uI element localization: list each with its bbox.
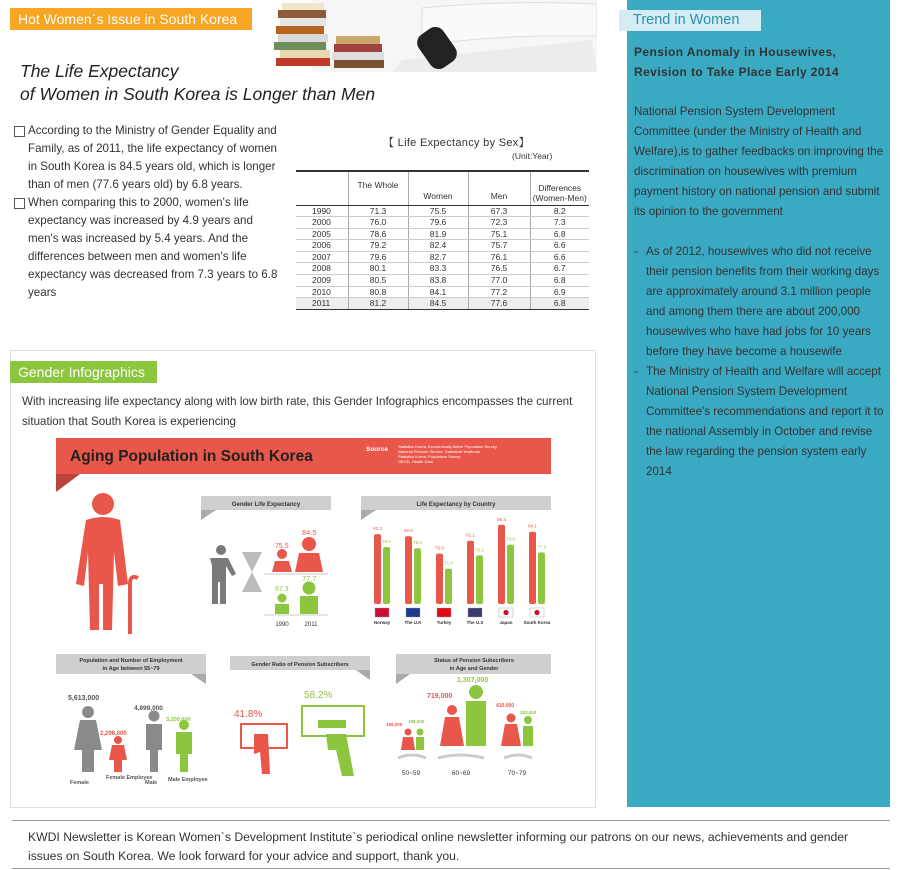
table-cell: 71.3 <box>348 205 408 217</box>
table-header: Women <box>408 171 468 205</box>
male-ratio-value: 58.2% <box>304 690 333 701</box>
g2-male-value: 1,307,000 <box>457 677 489 684</box>
table-cell: 75.5 <box>408 205 468 217</box>
male-figure-icon <box>146 711 162 773</box>
flag-icon <box>503 610 508 615</box>
male-employee-icon <box>176 720 192 772</box>
hot-title-line1: The Life Expectancy <box>20 61 179 81</box>
table-cell: 75.1 <box>468 228 530 240</box>
table-cell: 81.2 <box>348 298 408 310</box>
list-item: - The Ministry of Health and Welfare will accept National Pension System Development Committee's recommendations and report it to the national Assembly in October and revise the law regarding the pension system early 2014 <box>634 362 884 482</box>
table-cell: 6.8 <box>530 228 589 240</box>
table-row <box>296 205 589 217</box>
country-label: South Korea <box>523 620 551 625</box>
hourglass-icon <box>210 545 262 604</box>
table-cell: 79.6 <box>348 251 408 263</box>
female-pop-value: 5,613,000 <box>68 695 100 702</box>
gender-infographics-tag: Gender Infographics <box>10 361 157 383</box>
source-line: National Pension Service, Statistical Yearbook <box>398 449 480 454</box>
men-bar <box>538 552 545 604</box>
g1-male-value: 198,000 <box>408 719 425 724</box>
table-row <box>296 286 589 298</box>
trend-tag: Trend in Women <box>619 10 761 31</box>
flag-icon <box>406 608 420 617</box>
table-cell: 2011 <box>296 298 348 310</box>
pension-ratio-label: Gender Ratio of Pension Subscribers <box>251 662 349 668</box>
hot-title-line2: of Women in South Korea is Longer than Men <box>20 84 376 104</box>
table-cell: 75.7 <box>468 240 530 252</box>
men-value-label: 79.0 <box>382 539 391 544</box>
table-cell: 77.0 <box>468 275 530 287</box>
flag-icon <box>468 608 482 617</box>
table-cell: 82.7 <box>408 251 468 263</box>
female-emp-value: 2,296,000 <box>100 731 127 737</box>
g1-female-value: 158,000 <box>386 722 403 727</box>
female-label: Female <box>70 780 89 786</box>
banner-title: Aging Population in South Korea <box>70 448 313 465</box>
table-cell: 79.2 <box>348 240 408 252</box>
female-employee-icon <box>109 736 127 772</box>
table-cell: 6.8 <box>530 275 589 287</box>
men-bar <box>507 545 514 604</box>
table-cell: 6.6 <box>530 240 589 252</box>
table-header: Differences (Women-Men) <box>530 171 589 205</box>
bullet-item: According to the Ministry of Gender Equality and Family, as of 2011, the life expectancy of women in South Korea is 84.5 years old, which is longer than of men (77.6 years old) by 6.8 years. <box>14 122 280 194</box>
source-line: Statistics Korea, Population Survey <box>398 454 461 459</box>
aging-population-infographic <box>56 434 556 796</box>
table-row <box>296 251 589 263</box>
men-value-label: 77.2 <box>537 544 546 550</box>
table-cell: 2005 <box>296 228 348 240</box>
female-card-icon <box>241 724 287 774</box>
age-group-label: 60~69 <box>451 770 471 777</box>
source-line: OECD, Health Data <box>398 459 433 464</box>
g3-male-value: 283,000 <box>520 710 537 715</box>
table-row <box>296 228 589 240</box>
table-cell: 77.2 <box>468 286 530 298</box>
table-cell: 7.3 <box>530 217 589 229</box>
footer-divider <box>12 820 890 821</box>
women-bar <box>529 532 536 604</box>
female-figure-icon <box>74 706 102 772</box>
g3-female-value: 410,000 <box>496 703 515 709</box>
men-value-label: 79.8 <box>506 536 515 542</box>
table-cell: 2006 <box>296 240 348 252</box>
male-emp-value: 3,200,000 <box>166 717 191 723</box>
women-value-label: 86.4 <box>497 516 506 522</box>
men-2011-value: 77.7 <box>302 574 317 583</box>
women-1990-value: 75.5 <box>275 543 289 550</box>
table-cell: 6.7 <box>530 263 589 275</box>
women-value-label: 83.3 <box>373 526 382 532</box>
country-bar-chart <box>373 517 551 625</box>
male-label: Male <box>145 780 158 786</box>
table-cell: 83.8 <box>408 275 468 287</box>
table-cell: 77.6 <box>468 298 530 310</box>
age-70-79-figures <box>501 714 533 759</box>
table-cell: 6.6 <box>530 251 589 263</box>
elderly-person-icon <box>76 493 138 634</box>
table-cell: 6.9 <box>530 286 589 298</box>
le-country-label: Life Expectancy by Country <box>416 502 496 508</box>
table-cell: 2009 <box>296 275 348 287</box>
men-value-label: 71.8 <box>444 560 453 566</box>
table-cell: 76.1 <box>468 251 530 263</box>
men-1990-value: 67.3 <box>275 586 289 593</box>
women-value-label: 81.1 <box>466 532 475 538</box>
footer-text: KWDI Newsletter is Korean Women`s Development Institute`s periodical online newsletter informing our patrons on our news, achievements and gender issues on South Korea. We look forward for your advice and support, thank you. <box>28 830 849 863</box>
g2-female-value: 719,000 <box>427 693 453 700</box>
infographics-description: With increasing life expectancy along with low birth rate, this Gender Infographics encompasses the current situation that South Korea is experiencing <box>22 395 573 428</box>
flag-icon <box>375 608 389 617</box>
table-cell: 84.1 <box>408 286 468 298</box>
men-value-label: 76.2 <box>475 547 484 553</box>
men-bar <box>476 555 483 604</box>
table-cell: 8.2 <box>530 205 589 217</box>
source-label: Source <box>366 446 389 453</box>
male-employee-label: Male Employee <box>168 777 208 783</box>
table-cell: 80.5 <box>348 275 408 287</box>
table-cell: 67.3 <box>468 205 530 217</box>
table-cell: 2010 <box>296 286 348 298</box>
table-cell: 72.3 <box>468 217 530 229</box>
year-label: 2011 <box>304 622 318 628</box>
life-expectancy-table <box>296 170 589 310</box>
table-cell: 78.6 <box>348 228 408 240</box>
women-bar <box>405 536 412 604</box>
table-row <box>296 217 589 229</box>
table-header: The Whole <box>348 171 408 205</box>
footer-divider <box>12 868 890 869</box>
source-line: Statistics Korea, Economically Active Population Survey <box>398 444 497 449</box>
table-header: Men <box>468 171 530 205</box>
table-row <box>296 263 589 275</box>
table-title: 【 Life Expectancy by Sex】 <box>383 137 530 149</box>
trend-list <box>634 242 884 482</box>
table-cell: 82.4 <box>408 240 468 252</box>
hot-issue-tag: Hot Women`s Issue in South Korea <box>10 8 252 30</box>
women-value-label: 82.6 <box>404 528 413 534</box>
hot-issue-bullets <box>14 122 280 302</box>
table-header-row <box>296 171 589 205</box>
gender-le-label: Gender Life Expectancy <box>231 502 301 508</box>
age-group-label: 70~79 <box>507 770 527 777</box>
men-bar <box>445 569 452 604</box>
women-bar <box>467 541 474 604</box>
age-50-59-figures <box>398 729 426 759</box>
table-cell: 83.3 <box>408 263 468 275</box>
table-cell: 2007 <box>296 251 348 263</box>
table-cell: 84.5 <box>408 298 468 310</box>
table-cell: 76.0 <box>348 217 408 229</box>
women-bar <box>436 554 443 604</box>
country-label: The U.S <box>466 620 484 625</box>
men-value-label: 78.6 <box>413 540 422 546</box>
table-cell: 80.1 <box>348 263 408 275</box>
country-label: The U.K <box>404 620 422 625</box>
women-value-label: 76.8 <box>435 545 444 551</box>
age-group-label: 50~59 <box>401 770 421 777</box>
table-cell: 79.6 <box>408 217 468 229</box>
women-2011-value: 84.5 <box>302 528 317 537</box>
table-cell: 1990 <box>296 205 348 217</box>
women-bar <box>498 525 505 604</box>
table-row <box>296 275 589 287</box>
women-bar <box>374 534 381 604</box>
trend-headline: Pension Anomaly in Housewives, Revision to Take Place Early 2014 <box>634 45 840 79</box>
men-bar <box>383 547 390 604</box>
female-employee-label: Female Employee <box>106 775 153 781</box>
table-header <box>296 171 348 205</box>
flag-icon <box>534 610 539 615</box>
country-label: Norway <box>373 620 391 625</box>
country-label: Japan <box>499 620 513 625</box>
female-ratio-value: 41.8% <box>234 709 263 720</box>
flag-icon <box>437 608 451 617</box>
table-cell: 76.5 <box>468 263 530 275</box>
table-unit: (Unit:Year) <box>512 151 553 161</box>
table-row <box>296 240 589 252</box>
bullet-item: When comparing this to 2000, women's life expectancy was increased by 4.9 years and men's was increased by 5.4 years. And the differences between men and women's life expectancy was decreased from 7.3 years to 6.8 years <box>14 194 280 302</box>
table-cell: 6.8 <box>530 298 589 310</box>
employment-label: Population and Number of Employment <box>79 658 183 664</box>
country-label: Turkey <box>436 620 452 625</box>
hot-issue-title <box>20 60 375 106</box>
table-cell: 2008 <box>296 263 348 275</box>
table-cell: 80.8 <box>348 286 408 298</box>
men-bar <box>414 548 421 604</box>
women-value-label: 84.1 <box>528 523 537 529</box>
pension-status-label: in Age and Gender <box>449 666 499 672</box>
male-pop-value: 4,899,000 <box>134 705 163 712</box>
table-row <box>296 298 589 310</box>
table-cell: 81.9 <box>408 228 468 240</box>
year-label: 1990 <box>275 622 289 628</box>
pension-status-label: Status of Pension Subscribers <box>434 658 514 664</box>
trend-body: National Pension System Development Committee (under the Ministry of Health and Welfare),is to gather feedbacks on improving the discrimination on housewives with premium payment history on national pension and submit its opinion to the government <box>634 105 884 218</box>
list-item: - As of 2012, housewives who did not receive their pension benefits from their working days are approximately around 3.1 million people and among them there are about 200,000 housewives who have had jobs for 10 years before they have become a housewife <box>634 242 884 362</box>
table-cell: 2000 <box>296 217 348 229</box>
employment-label: in Age between 55~79 <box>102 666 160 672</box>
male-card-icon <box>302 706 364 776</box>
